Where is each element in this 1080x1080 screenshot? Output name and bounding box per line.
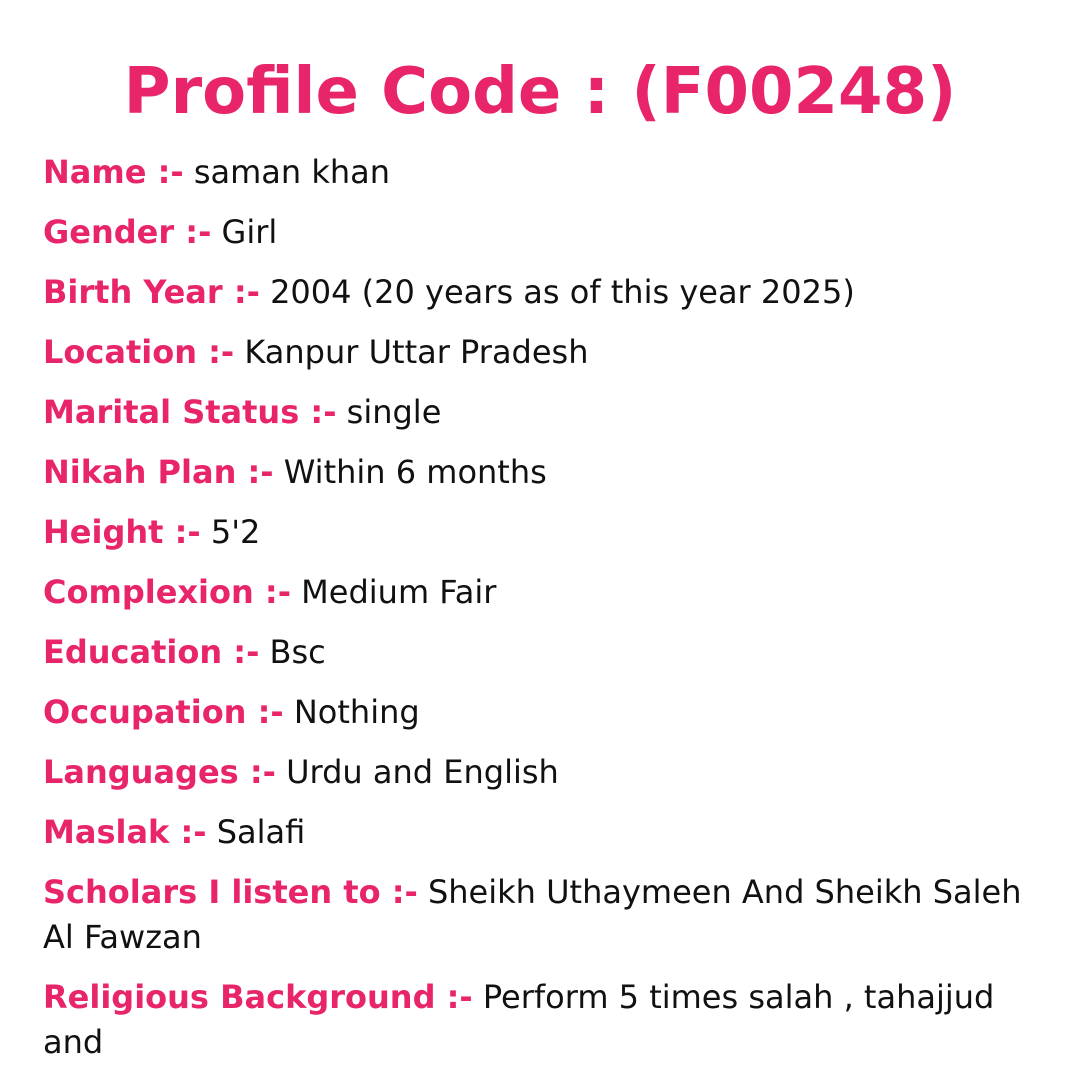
field-value: Girl bbox=[221, 213, 278, 251]
field-value: 5'2 bbox=[210, 513, 261, 551]
field-complexion bbox=[43, 570, 1033, 615]
field-scholars bbox=[43, 870, 1033, 960]
field-education bbox=[43, 630, 1033, 675]
field-value: Nothing bbox=[293, 693, 420, 731]
field-value: Urdu and English bbox=[286, 753, 559, 791]
field-nikah-plan bbox=[43, 450, 1033, 495]
field-label: Complexion :- bbox=[43, 573, 291, 611]
field-label: Marital Status :- bbox=[43, 393, 337, 431]
field-gender bbox=[43, 210, 1033, 255]
field-marital-status bbox=[43, 390, 1033, 435]
field-label: Scholars I listen to :- bbox=[43, 873, 418, 911]
field-location bbox=[43, 330, 1033, 375]
field-value: 2004 (20 years as of this year 2025) bbox=[270, 273, 855, 311]
field-value: single bbox=[346, 393, 442, 431]
field-label: Height :- bbox=[43, 513, 201, 551]
page-title: Profile Code : (F00248) bbox=[123, 55, 957, 129]
field-label: Birth Year :- bbox=[43, 273, 260, 311]
field-label: Name :- bbox=[43, 153, 184, 191]
field-name bbox=[43, 150, 1033, 195]
field-occupation bbox=[43, 690, 1033, 735]
field-height bbox=[43, 510, 1033, 555]
field-label: Location :- bbox=[43, 333, 235, 371]
field-value: Within 6 months bbox=[283, 453, 547, 491]
field-value: Bsc bbox=[269, 633, 326, 671]
profile-fields bbox=[43, 150, 1033, 1080]
field-label: Religious Background :- bbox=[43, 978, 473, 1016]
field-label: Languages :- bbox=[43, 753, 276, 791]
field-label: Maslak :- bbox=[43, 813, 207, 851]
field-value: saman khan bbox=[193, 153, 391, 191]
field-languages bbox=[43, 750, 1033, 795]
field-label: Nikah Plan :- bbox=[43, 453, 274, 491]
field-value: Salafi bbox=[216, 813, 306, 851]
field-value: Sheikh Uthaymeen And Sheikh Saleh Al Fawzan bbox=[43, 873, 1022, 956]
field-religious-background bbox=[43, 975, 1033, 1065]
field-label: Occupation :- bbox=[43, 693, 284, 731]
field-birth-year bbox=[43, 270, 1033, 315]
field-label: Gender :- bbox=[43, 213, 212, 251]
field-maslak bbox=[43, 810, 1033, 855]
field-value: Medium Fair bbox=[301, 573, 497, 611]
field-value: Perform 5 times salah , tahajjud and bbox=[43, 978, 995, 1061]
field-label: Education :- bbox=[43, 633, 260, 671]
field-value: Kanpur Uttar Pradesh bbox=[244, 333, 589, 371]
